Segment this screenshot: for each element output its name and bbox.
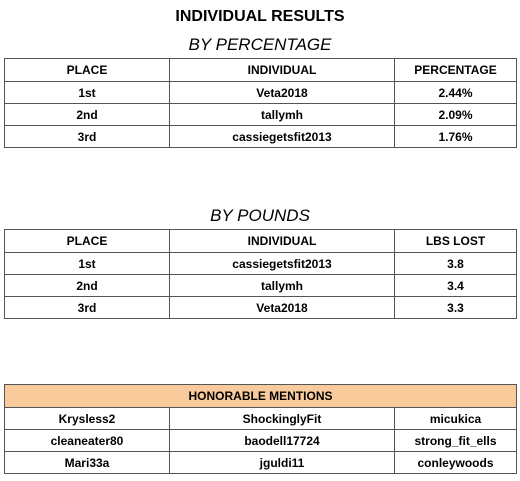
table-row: [5, 126, 517, 148]
table-row: [5, 253, 517, 275]
table-header-row: [5, 59, 517, 82]
column-header: PERCENTAGE: [395, 59, 517, 82]
column-header: INDIVIDUAL: [170, 59, 395, 82]
table-row: [5, 275, 517, 297]
honorable-mentions-heading: HONORABLE MENTIONS: [5, 385, 517, 408]
mention-cell: micukica: [395, 408, 517, 430]
mention-cell: Mari33a: [5, 452, 170, 474]
column-header: INDIVIDUAL: [170, 230, 395, 253]
mention-cell: conleywoods: [395, 452, 517, 474]
mention-cell: cleaneater80: [5, 430, 170, 452]
individual-cell: Veta2018: [170, 297, 395, 319]
percentage-cell: 2.09%: [395, 104, 517, 126]
lbs-lost-cell: 3.8: [395, 253, 517, 275]
individual-cell: cassiegetsfit2013: [170, 253, 395, 275]
place-cell: 2nd: [5, 104, 170, 126]
mention-cell: strong_fit_ells: [395, 430, 517, 452]
percentage-cell: 1.76%: [395, 126, 517, 148]
column-header: PLACE: [5, 230, 170, 253]
honorable-mentions-table: [4, 384, 517, 474]
page-title: INDIVIDUAL RESULTS: [175, 8, 345, 25]
place-cell: 3rd: [5, 126, 170, 148]
section-heading-percentage: BY PERCENTAGE: [188, 35, 332, 54]
mention-cell: baodell17724: [170, 430, 395, 452]
lbs-lost-cell: 3.4: [395, 275, 517, 297]
section-heading-pounds: BY POUNDS: [210, 206, 310, 225]
individual-cell: cassiegetsfit2013: [170, 126, 395, 148]
table-row: [5, 297, 517, 319]
table-row: [5, 408, 517, 430]
individual-cell: tallymh: [170, 275, 395, 297]
column-header: LBS LOST: [395, 230, 517, 253]
individual-cell: Veta2018: [170, 82, 395, 104]
individual-cell: tallymh: [170, 104, 395, 126]
table-header-row: [5, 230, 517, 253]
percentage-table: [4, 58, 517, 148]
table-row: [5, 82, 517, 104]
place-cell: 2nd: [5, 275, 170, 297]
mention-cell: jguldi11: [170, 452, 395, 474]
table-row: [5, 452, 517, 474]
mention-cell: ShockinglyFit: [170, 408, 395, 430]
mention-cell: Krysless2: [5, 408, 170, 430]
table-row: [5, 430, 517, 452]
lbs-lost-cell: 3.3: [395, 297, 517, 319]
place-cell: 1st: [5, 253, 170, 275]
table-row: [5, 104, 517, 126]
percentage-cell: 2.44%: [395, 82, 517, 104]
honorable-mentions-header-row: [5, 385, 517, 408]
place-cell: 1st: [5, 82, 170, 104]
column-header: PLACE: [5, 59, 170, 82]
pounds-table: [4, 229, 517, 319]
place-cell: 3rd: [5, 297, 170, 319]
